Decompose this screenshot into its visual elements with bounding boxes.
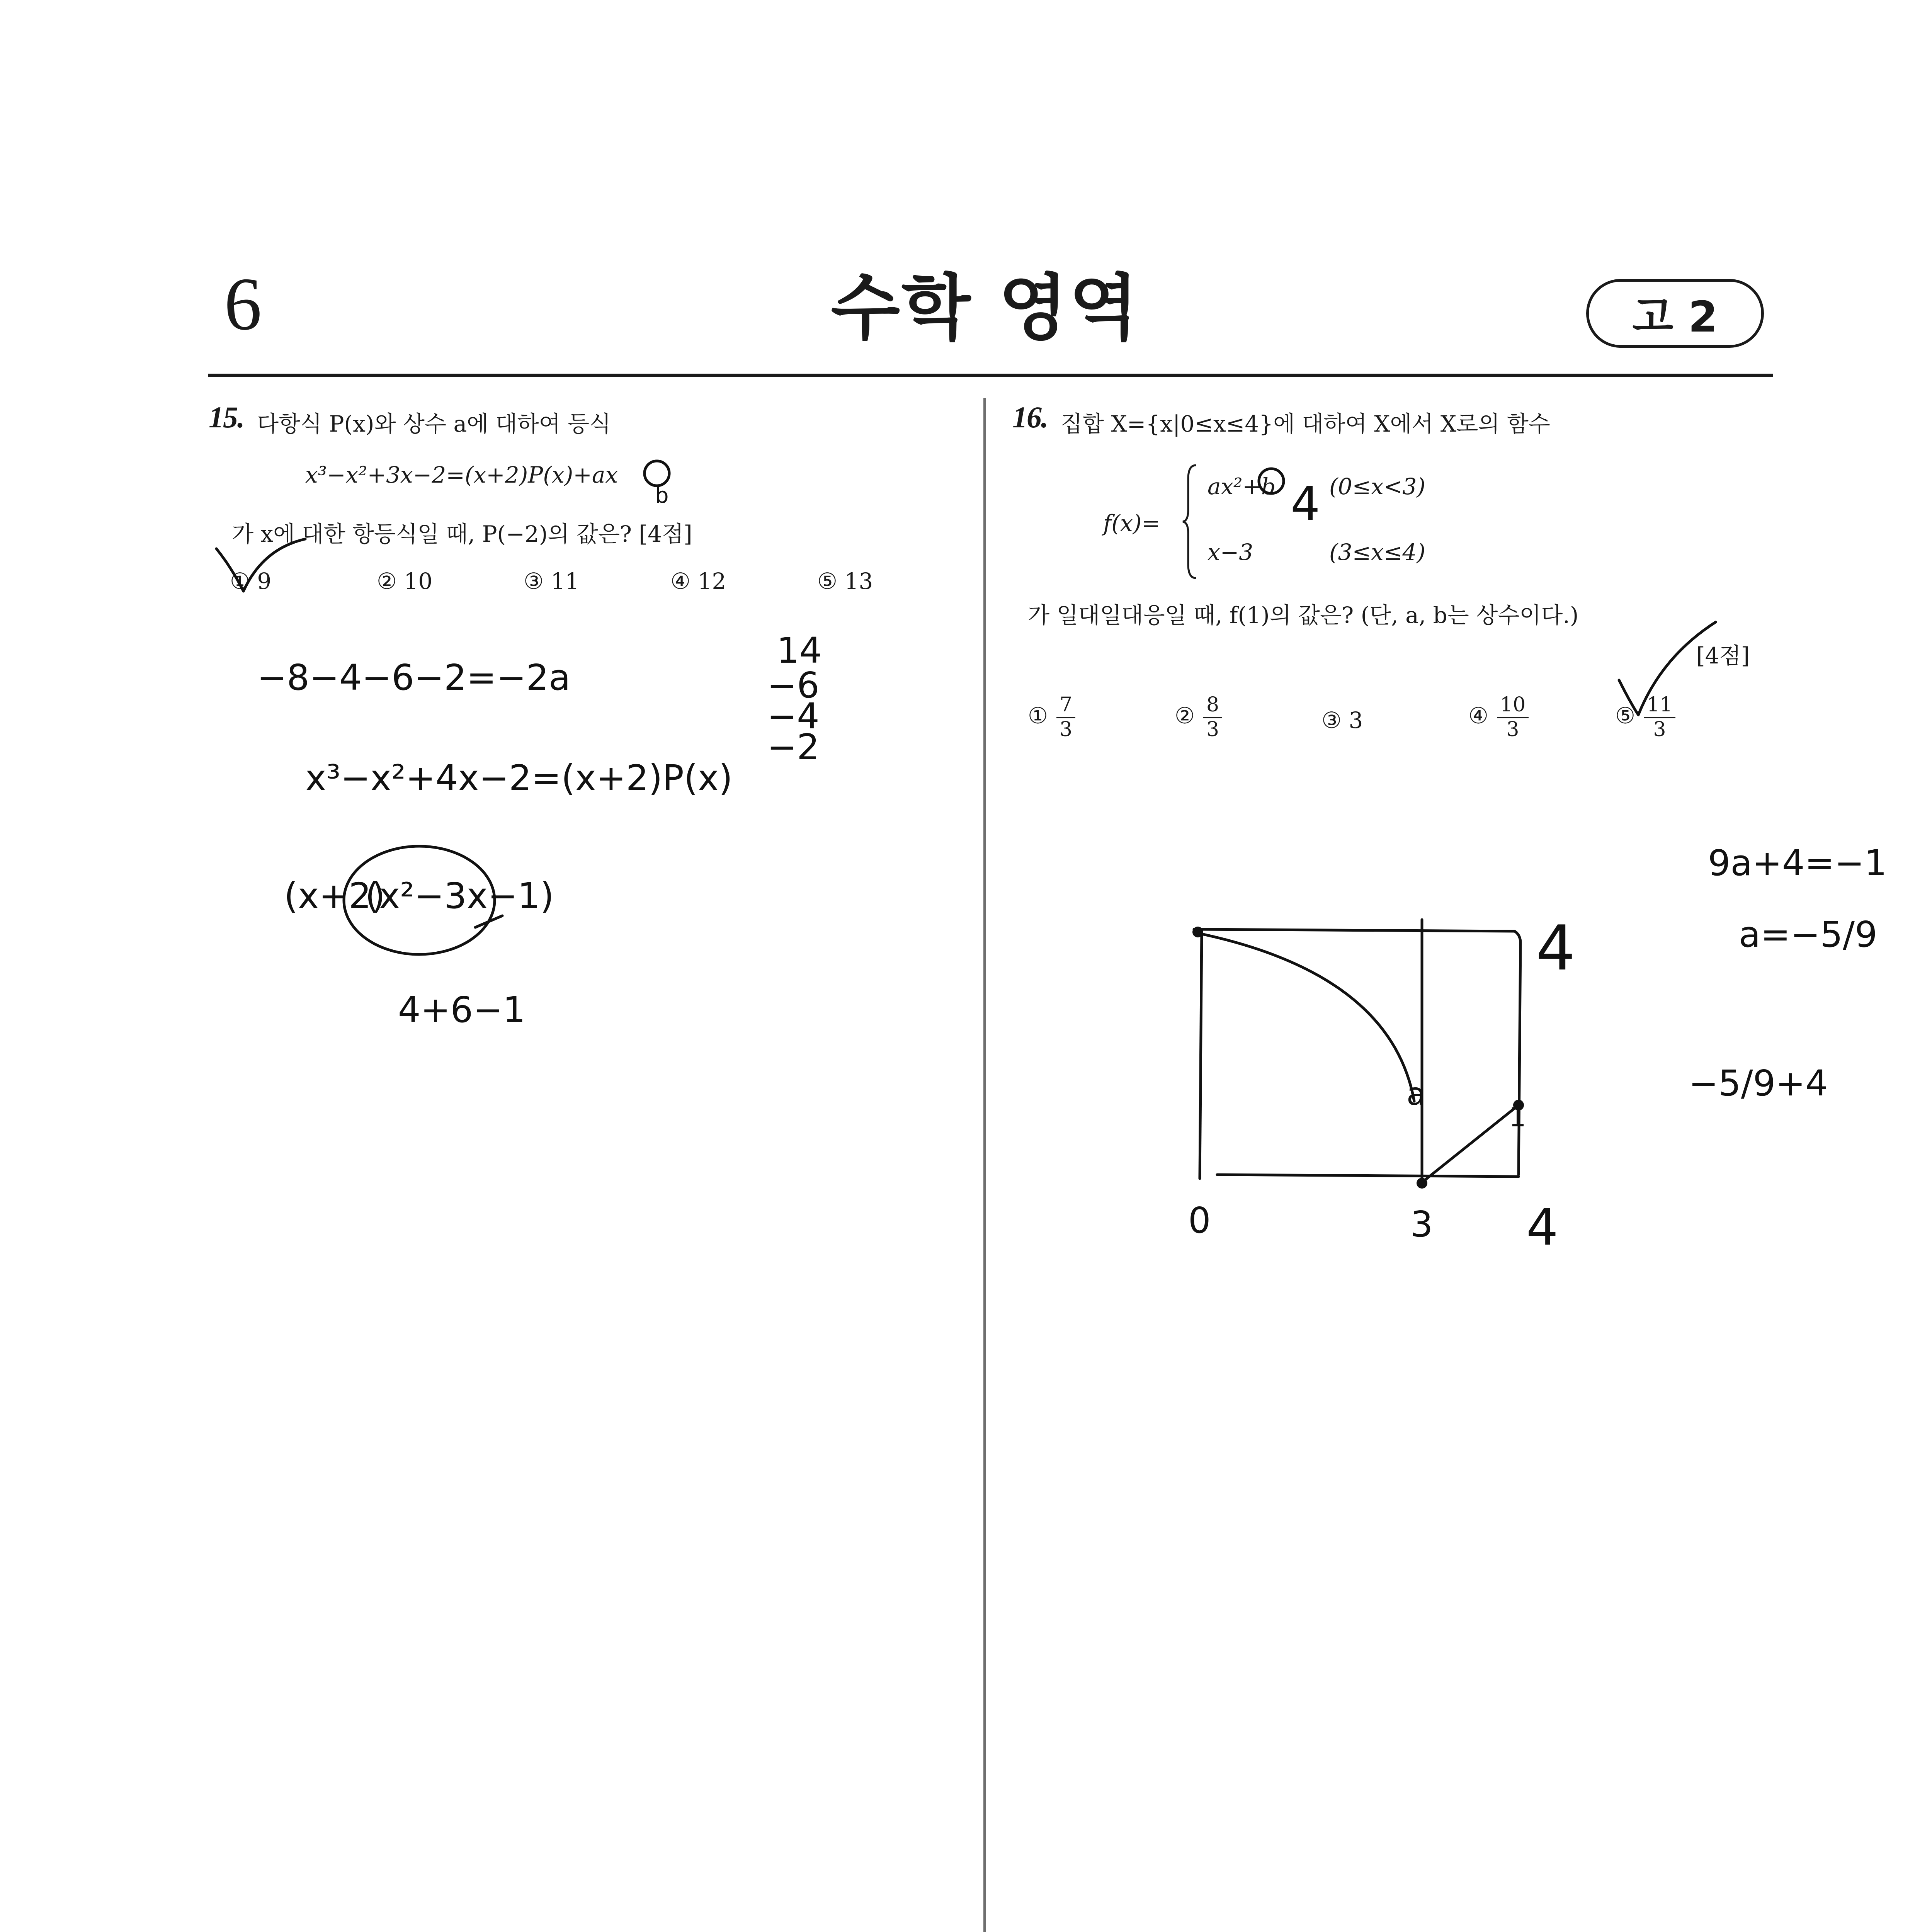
graph-label-top-4: 4 [1536, 912, 1575, 984]
graph-parabola-arc [1198, 933, 1414, 1101]
q15-work-line-4: 4+6−1 [398, 989, 526, 1031]
q16-case1-circle [1259, 469, 1284, 493]
question-16-stem: 집합 X={x|0≤x≤4}에 대하여 X에서 X로의 함수 [1061, 411, 1550, 437]
q16-choice-3-value: 3 [1349, 707, 1363, 733]
subject-title: 수학 영역 [831, 266, 1140, 350]
q16-choice-2-num: 8 [1203, 694, 1222, 718]
grade-label: 고 2 [1632, 292, 1718, 342]
question-16-points: [4점] [1696, 643, 1750, 669]
q16-answer-checkmark [1619, 622, 1716, 715]
q16-work-line-2: a=−5/9 [1739, 914, 1878, 955]
q16-choice-4-num: 10 [1497, 694, 1529, 718]
q15-column-2: −4 [767, 696, 820, 737]
q15-quotient-tick [475, 916, 502, 927]
page-number: 6 [224, 262, 262, 346]
case-2-condition: (3≤x≤4) [1329, 539, 1425, 565]
function-sketch [1194, 920, 1520, 1184]
graph-line-segment [1422, 1105, 1519, 1182]
q15-answer-checkmark [216, 539, 305, 591]
graph-box-top [1194, 929, 1515, 931]
q15-work-line-1: −8−4−6−2=−2a [257, 657, 571, 698]
graph-axis-3: 3 [1410, 1204, 1433, 1245]
q15-choice-2[interactable]: ② 10 [377, 568, 433, 594]
q16-choice-5-num: 11 [1644, 694, 1675, 718]
q15-choice-3[interactable]: ③ 11 [524, 568, 580, 594]
q16-choice-2-marker: ② [1175, 702, 1195, 729]
q16-work-line-1: 9a+4=−1 [1708, 842, 1887, 884]
q16-choice-5-marker: ⑤ [1615, 702, 1635, 729]
case-1-expression: ax²+b [1208, 473, 1276, 500]
graph-axis-0: 0 [1188, 1200, 1211, 1241]
q15-work-line-3b: (x²−3x−1) [365, 875, 554, 917]
graph-box-left [1200, 931, 1202, 1179]
q15-work-line-3a: (x+2) [284, 875, 385, 917]
q16-choice-1-num: 7 [1056, 694, 1075, 718]
graph-axis-4: 4 [1526, 1198, 1558, 1257]
question-15-stem: 다항식 P(x)와 상수 a에 대하여 등식 [257, 411, 611, 437]
q15-equation-circle [645, 461, 669, 486]
q16-work-line-3: −5/9+4 [1689, 1063, 1828, 1104]
q16-choice-4-den: 3 [1506, 718, 1519, 741]
q15-choice-5[interactable]: ⑤ 13 [817, 568, 873, 594]
case-2-expression: x−3 [1208, 539, 1253, 565]
q15-choice-1[interactable]: ① 9 [230, 568, 272, 594]
q16-choice-1-marker: ① [1028, 702, 1048, 729]
graph-point-x3 [1417, 1178, 1427, 1189]
q16-choice-1-den: 3 [1060, 718, 1073, 741]
q16-choice-5-den: 3 [1653, 718, 1666, 741]
case-1-condition: (0≤x<3) [1329, 473, 1425, 500]
question-15-equation: x³−x²+3x−2=(x+2)P(x)+ax [305, 462, 618, 488]
graph-point-top-left [1192, 927, 1203, 937]
q16-mark-4: 4 [1291, 477, 1320, 531]
question-16-stem-2: 가 일대일대응일 때, f(1)의 값은? (단, a, b는 상수이다.) [1028, 602, 1579, 628]
q16-choice-4-marker: ④ [1468, 702, 1488, 729]
q15-work-line-2: x³−x²+4x−2=(x+2)P(x) [305, 757, 733, 799]
q16-choice-3-marker: ③ [1321, 707, 1342, 733]
q15-column-1: −6 [767, 665, 820, 706]
q15-choice-4[interactable]: ④ 12 [670, 568, 726, 594]
fx-label: f(x)= [1103, 510, 1161, 536]
q16-choice-2-den: 3 [1206, 718, 1219, 741]
q15-column-top: 14 [777, 630, 822, 671]
question-15-number: 15. [209, 400, 244, 434]
question-16-number: 16. [1012, 400, 1048, 434]
graph-box-right [1515, 931, 1520, 1175]
graph-label-1: 1 [1509, 1101, 1526, 1133]
graph-box-bottom [1217, 1175, 1519, 1177]
q15-circled-note: b [655, 483, 669, 508]
graph-label-a: a [1406, 1076, 1426, 1112]
q15-column-3: −2 [767, 726, 820, 768]
question-15-stem-2: 가 x에 대한 항등식일 때, P(−2)의 값은? [4점] [232, 521, 692, 547]
